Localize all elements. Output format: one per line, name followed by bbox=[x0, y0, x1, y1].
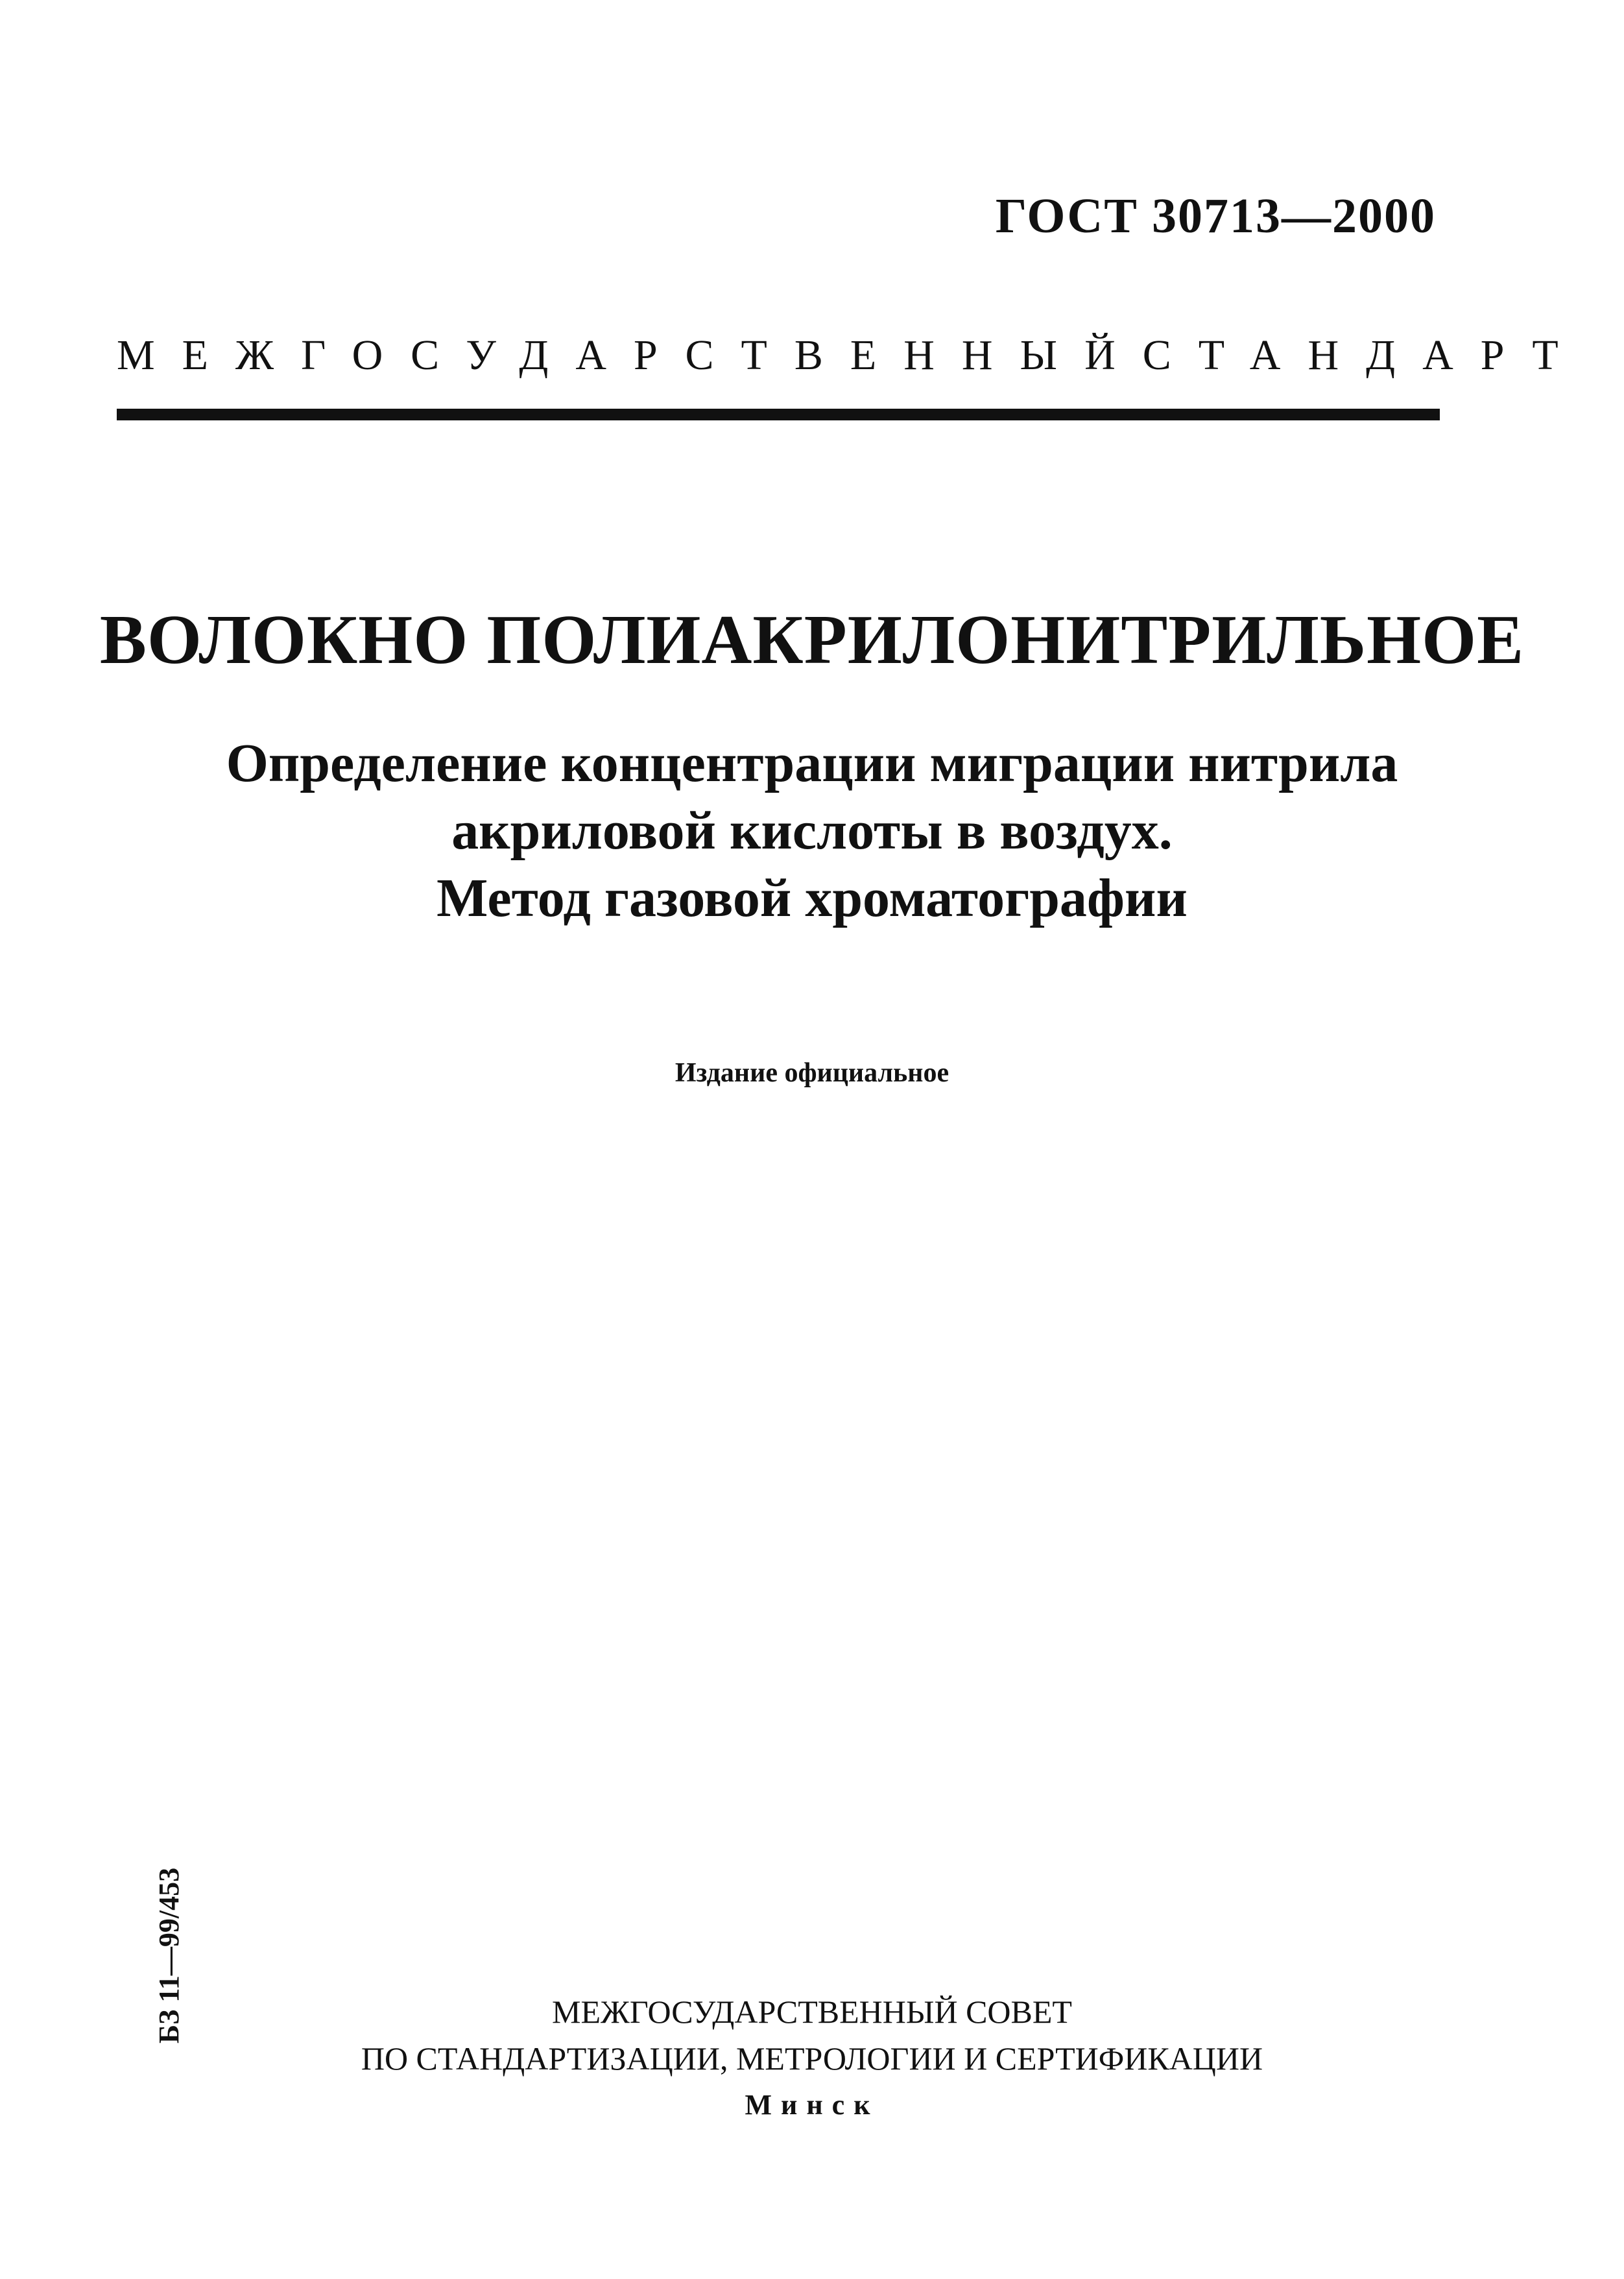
publisher-city: Минск bbox=[745, 2089, 879, 2121]
edition-label: Издание официальное bbox=[675, 1058, 949, 1088]
standard-type-word-2: СТАНДАРТ bbox=[1142, 332, 1586, 379]
publisher-line-1: МЕЖГОСУДАРСТВЕННЫЙ СОВЕТ bbox=[552, 1994, 1072, 2030]
side-code: БЗ 11—99/453 bbox=[153, 1867, 185, 2044]
subtitle-line-3: Метод газовой хроматографии bbox=[436, 868, 1188, 928]
standard-type-word-1: МЕЖГОСУДАРСТВЕННЫЙ bbox=[117, 332, 1143, 379]
publisher-line-2: ПО СТАНДАРТИЗАЦИИ, МЕТРОЛОГИИ И СЕРТИФИКАЦИИ bbox=[361, 2040, 1263, 2077]
standard-type-header bbox=[117, 331, 1586, 380]
document-subtitle bbox=[0, 730, 1624, 932]
header-rule bbox=[117, 409, 1440, 420]
standard-designation: ГОСТ 30713—2000 bbox=[995, 189, 1436, 243]
publisher-block bbox=[0, 1988, 1624, 2128]
subtitle-line-1: Определение концентрации миграции нитрила bbox=[226, 733, 1398, 793]
subtitle-line-2: акриловой кислоты в воздух. bbox=[451, 801, 1173, 861]
document-title: ВОЛОКНО ПОЛИАКРИЛОНИТРИЛЬНОЕ bbox=[99, 601, 1525, 679]
